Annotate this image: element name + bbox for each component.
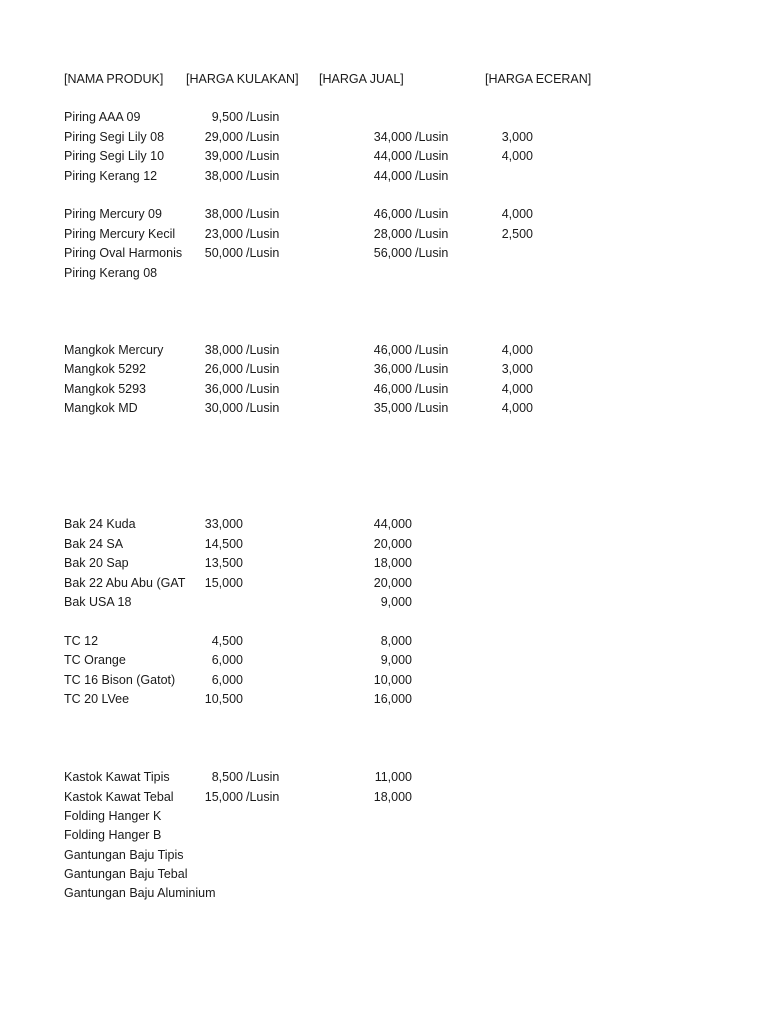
harga-kulakan: 15,000 <box>204 790 243 804</box>
harga-jual-unit: /Lusin <box>415 382 449 396</box>
harga-kulakan-unit: /Lusin <box>246 382 280 396</box>
harga-kulakan: 6,000 <box>211 653 243 667</box>
harga-kulakan-unit: /Lusin <box>246 130 280 144</box>
harga-eceran: 4,000 <box>501 382 533 396</box>
harga-jual-unit: /Lusin <box>415 207 449 221</box>
product-name: Bak 24 SA <box>64 537 124 551</box>
product-name: Folding Hanger B <box>64 828 162 842</box>
harga-kulakan-unit: /Lusin <box>246 343 280 357</box>
harga-jual: 28,000 <box>373 227 412 241</box>
table-row <box>0 107 768 127</box>
table-row <box>0 243 768 263</box>
harga-kulakan-unit: /Lusin <box>246 110 280 124</box>
product-name: Piring Segi Lily 08 <box>64 130 165 144</box>
harga-eceran: 4,000 <box>501 343 533 357</box>
product-name: Piring Kerang 12 <box>64 169 158 183</box>
product-name: Piring Oval Harmonis <box>64 246 183 260</box>
harga-jual: 16,000 <box>373 692 412 706</box>
harga-kulakan-unit: /Lusin <box>246 401 280 415</box>
table-row <box>0 514 768 534</box>
product-name: Kastok Kawat Tebal <box>64 790 174 804</box>
harga-kulakan: 6,000 <box>211 673 243 687</box>
table-row <box>0 631 768 651</box>
harga-jual-unit: /Lusin <box>415 401 449 415</box>
table-row <box>0 166 768 186</box>
harga-kulakan: 13,500 <box>204 556 243 570</box>
harga-eceran: 2,500 <box>501 227 533 241</box>
harga-kulakan: 38,000 <box>204 343 243 357</box>
product-name: Bak 24 Kuda <box>64 517 136 531</box>
table-row <box>0 864 768 884</box>
harga-jual: 10,000 <box>373 673 412 687</box>
product-name: Gantungan Baju Tipis <box>64 848 184 862</box>
harga-jual: 35,000 <box>373 401 412 415</box>
harga-jual-unit: /Lusin <box>415 227 449 241</box>
table-row <box>0 767 768 787</box>
header-harga-jual: [HARGA JUAL] <box>319 72 404 86</box>
product-name: Mangkok 5292 <box>64 362 147 376</box>
harga-jual-unit: /Lusin <box>415 130 449 144</box>
harga-kulakan-unit: /Lusin <box>246 227 280 241</box>
table-row <box>0 806 768 826</box>
harga-kulakan: 38,000 <box>204 169 243 183</box>
harga-kulakan: 29,000 <box>204 130 243 144</box>
harga-jual: 36,000 <box>373 362 412 376</box>
harga-jual: 56,000 <box>373 246 412 260</box>
product-name: Bak USA 18 <box>64 595 132 609</box>
table-row <box>0 340 768 360</box>
product-name: Mangkok Mercury <box>64 343 164 357</box>
harga-jual: 20,000 <box>373 537 412 551</box>
header-row <box>0 69 768 89</box>
harga-jual: 44,000 <box>373 169 412 183</box>
harga-eceran: 4,000 <box>501 149 533 163</box>
header-harga-eceran: [HARGA ECERAN] <box>485 72 592 86</box>
table-row <box>0 359 768 379</box>
table-row <box>0 263 768 283</box>
product-name: Gantungan Baju Tebal <box>64 867 188 881</box>
harga-eceran: 4,000 <box>501 401 533 415</box>
harga-jual: 18,000 <box>373 556 412 570</box>
harga-jual: 46,000 <box>373 343 412 357</box>
harga-jual: 18,000 <box>373 790 412 804</box>
table-row <box>0 146 768 166</box>
harga-kulakan-unit: /Lusin <box>246 207 280 221</box>
harga-kulakan: 36,000 <box>204 382 243 396</box>
harga-jual: 20,000 <box>373 576 412 590</box>
harga-kulakan: 26,000 <box>204 362 243 376</box>
product-name: Piring Segi Lily 10 <box>64 149 165 163</box>
harga-eceran: 3,000 <box>501 362 533 376</box>
harga-jual-unit: /Lusin <box>415 246 449 260</box>
product-name: TC Orange <box>64 653 126 667</box>
table-row <box>0 379 768 399</box>
product-name: Mangkok 5293 <box>64 382 147 396</box>
table-row <box>0 204 768 224</box>
harga-jual: 9,000 <box>380 595 412 609</box>
harga-kulakan: 10,500 <box>204 692 243 706</box>
harga-jual: 8,000 <box>380 634 412 648</box>
header-harga-kulakan: [HARGA KULAKAN] <box>186 72 299 86</box>
table-row <box>0 553 768 573</box>
header-nama-produk: [NAMA PRODUK] <box>64 72 164 86</box>
product-name: Bak 22 Abu Abu (GAT <box>64 576 186 590</box>
table-row <box>0 573 768 593</box>
table-row <box>0 592 768 612</box>
harga-kulakan: 39,000 <box>204 149 243 163</box>
table-row <box>0 845 768 865</box>
product-name: Piring Mercury Kecil <box>64 227 176 241</box>
harga-jual: 46,000 <box>373 207 412 221</box>
product-name: Folding Hanger K <box>64 809 162 823</box>
harga-kulakan-unit: /Lusin <box>246 246 280 260</box>
product-name: Bak 20 Sap <box>64 556 129 570</box>
harga-kulakan: 9,500 <box>211 110 243 124</box>
harga-jual-unit: /Lusin <box>415 149 449 163</box>
harga-kulakan: 50,000 <box>204 246 243 260</box>
harga-kulakan: 30,000 <box>204 401 243 415</box>
harga-kulakan: 15,000 <box>204 576 243 590</box>
product-name: Piring AAA 09 <box>64 110 141 124</box>
harga-kulakan: 23,000 <box>204 227 243 241</box>
product-name: Kastok Kawat Tipis <box>64 770 170 784</box>
harga-kulakan-unit: /Lusin <box>246 790 280 804</box>
product-name: Mangkok MD <box>64 401 138 415</box>
table-row <box>0 398 768 418</box>
harga-kulakan-unit: /Lusin <box>246 362 280 376</box>
product-name: TC 20 LVee <box>64 692 130 706</box>
harga-kulakan-unit: /Lusin <box>246 149 280 163</box>
harga-kulakan: 38,000 <box>204 207 243 221</box>
harga-kulakan: 8,500 <box>211 770 243 784</box>
table-row <box>0 650 768 670</box>
harga-kulakan: 33,000 <box>204 517 243 531</box>
product-name: Piring Kerang 08 <box>64 266 158 280</box>
harga-jual: 11,000 <box>374 770 412 784</box>
product-name: TC 16 Bison (Gatot) <box>64 673 176 687</box>
product-name: Gantungan Baju Aluminium <box>64 886 216 900</box>
table-row <box>0 534 768 554</box>
harga-kulakan-unit: /Lusin <box>246 169 280 183</box>
harga-eceran: 4,000 <box>501 207 533 221</box>
harga-jual: 9,000 <box>380 653 412 667</box>
harga-jual: 44,000 <box>373 517 412 531</box>
harga-kulakan: 14,500 <box>204 537 243 551</box>
harga-jual-unit: /Lusin <box>415 362 449 376</box>
table-row <box>0 224 768 244</box>
harga-jual-unit: /Lusin <box>415 169 449 183</box>
harga-kulakan: 4,500 <box>211 634 243 648</box>
product-name: TC 12 <box>64 634 99 648</box>
harga-jual: 44,000 <box>373 149 412 163</box>
harga-jual: 46,000 <box>373 382 412 396</box>
table-row <box>0 689 768 709</box>
harga-kulakan-unit: /Lusin <box>246 770 280 784</box>
table-row <box>0 787 768 807</box>
harga-jual-unit: /Lusin <box>415 343 449 357</box>
product-name: Piring Mercury 09 <box>64 207 162 221</box>
table-row <box>0 883 768 903</box>
table-row <box>0 825 768 845</box>
table-row <box>0 127 768 147</box>
harga-eceran: 3,000 <box>501 130 533 144</box>
table-row <box>0 670 768 690</box>
harga-jual: 34,000 <box>373 130 412 144</box>
